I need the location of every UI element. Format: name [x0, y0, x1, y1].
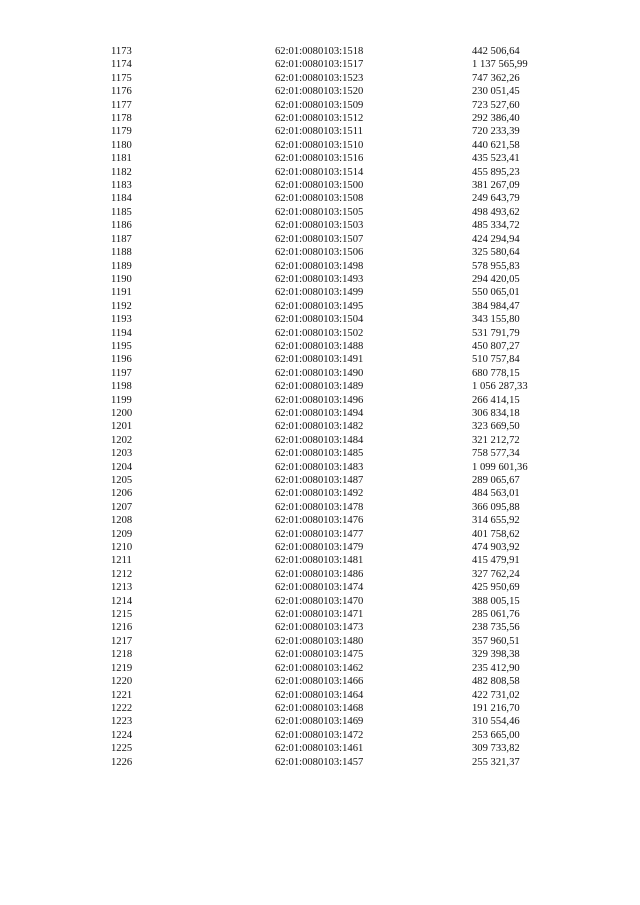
cadastral-number-cell: 62:01:0080103:1470: [275, 595, 364, 607]
cadastral-number-cell: 62:01:0080103:1469: [275, 716, 364, 728]
row-number-cell: 1214: [111, 595, 133, 607]
cadastral-number-cell: 62:01:0080103:1502: [275, 327, 364, 339]
cadastral-value-cell: 384 984,47: [472, 300, 520, 312]
table-row: [0, 192, 640, 205]
cadastral-number-cell: 62:01:0080103:1462: [275, 662, 364, 674]
row-number-cell: 1217: [111, 635, 133, 647]
cadastral-number-cell: 62:01:0080103:1485: [275, 448, 364, 460]
cadastral-number-cell: 62:01:0080103:1478: [275, 501, 364, 513]
cadastral-number-cell: 62:01:0080103:1503: [275, 220, 364, 232]
cadastral-value-cell: 285 061,76: [472, 609, 520, 621]
table-row: [0, 300, 640, 313]
cadastral-value-cell: 474 903,92: [472, 542, 520, 554]
table-row: [0, 233, 640, 246]
cadastral-number-cell: 62:01:0080103:1482: [275, 421, 364, 433]
table-row: [0, 514, 640, 527]
row-number-cell: 1211: [111, 555, 132, 567]
cadastral-value-cell: 388 005,15: [472, 595, 520, 607]
row-number-cell: 1201: [111, 421, 133, 433]
cadastral-number-cell: 62:01:0080103:1477: [275, 528, 364, 540]
table-row: [0, 125, 640, 138]
table-row: [0, 72, 640, 85]
cadastral-number-cell: 62:01:0080103:1471: [275, 609, 364, 621]
cadastral-number-cell: 62:01:0080103:1505: [275, 206, 364, 218]
row-number-cell: 1187: [111, 233, 132, 245]
cadastral-value-cell: 1 137 565,99: [472, 59, 528, 71]
cadastral-number-cell: 62:01:0080103:1473: [275, 622, 364, 634]
cadastral-number-cell: 62:01:0080103:1504: [275, 314, 364, 326]
cadastral-value-cell: 482 808,58: [472, 676, 520, 688]
row-number-cell: 1175: [111, 72, 132, 84]
table-row: [0, 179, 640, 192]
cadastral-value-cell: 323 669,50: [472, 421, 520, 433]
cadastral-value-cell: 1 056 287,33: [472, 381, 528, 393]
table-row: [0, 434, 640, 447]
cadastral-number-cell: 62:01:0080103:1483: [275, 461, 364, 473]
row-number-cell: 1223: [111, 716, 133, 728]
cadastral-number-cell: 62:01:0080103:1498: [275, 260, 364, 272]
cadastral-value-cell: 357 960,51: [472, 635, 520, 647]
row-number-cell: 1186: [111, 220, 132, 232]
cadastral-value-cell: 401 758,62: [472, 528, 520, 540]
cadastral-number-cell: 62:01:0080103:1509: [275, 99, 364, 111]
table-row: [0, 595, 640, 608]
cadastral-number-cell: 62:01:0080103:1476: [275, 515, 364, 527]
cadastral-number-cell: 62:01:0080103:1494: [275, 407, 364, 419]
cadastral-value-cell: 238 735,56: [472, 622, 520, 634]
table-row: [0, 99, 640, 112]
row-number-cell: 1195: [111, 340, 132, 352]
cadastral-value-cell: 485 334,72: [472, 220, 520, 232]
cadastral-value-cell: 442 506,64: [472, 46, 520, 57]
cadastral-number-cell: 62:01:0080103:1461: [275, 743, 364, 755]
row-number-cell: 1225: [111, 743, 133, 755]
table-row: [0, 662, 640, 675]
table-row: [0, 541, 640, 554]
row-number-cell: 1183: [111, 180, 132, 192]
cadastral-value-cell: 309 733,82: [472, 743, 520, 755]
cadastral-number-cell: 62:01:0080103:1457: [275, 756, 364, 768]
cadastral-value-cell: 325 580,64: [472, 247, 520, 259]
table-row: [0, 367, 640, 380]
row-number-cell: 1173: [111, 46, 132, 57]
cadastral-value-cell: 578 955,83: [472, 260, 520, 272]
cadastral-number-cell: 62:01:0080103:1493: [275, 273, 364, 285]
cadastral-number-cell: 62:01:0080103:1516: [275, 153, 364, 165]
table-row: [0, 407, 640, 420]
table-row: [0, 353, 640, 366]
table-row: [0, 273, 640, 286]
table-row: [0, 394, 640, 407]
table-row: [0, 152, 640, 165]
row-number-cell: 1194: [111, 327, 132, 339]
cadastral-value-cell: 424 294,94: [472, 233, 520, 245]
cadastral-number-cell: 62:01:0080103:1489: [275, 381, 364, 393]
table-row: [0, 501, 640, 514]
row-number-cell: 1216: [111, 622, 133, 634]
cadastral-number-cell: 62:01:0080103:1499: [275, 287, 364, 299]
cadastral-value-cell: 498 493,62: [472, 206, 520, 218]
row-number-cell: 1185: [111, 206, 132, 218]
table-row: [0, 648, 640, 661]
table-row: [0, 85, 640, 98]
row-number-cell: 1174: [111, 59, 132, 71]
table-row: [0, 380, 640, 393]
cadastral-number-cell: 62:01:0080103:1472: [275, 729, 364, 741]
cadastral-number-cell: 62:01:0080103:1475: [275, 649, 364, 661]
cadastral-value-cell: 329 398,38: [472, 649, 520, 661]
cadastral-number-cell: 62:01:0080103:1486: [275, 568, 364, 580]
cadastral-value-cell: 455 895,23: [472, 166, 520, 178]
cadastral-number-cell: 62:01:0080103:1510: [275, 139, 364, 151]
cadastral-value-cell: 191 216,70: [472, 702, 520, 714]
table-row: [0, 715, 640, 728]
table-row: [0, 461, 640, 474]
cadastral-value-cell: 235 412,90: [472, 662, 520, 674]
cadastral-number-cell: 62:01:0080103:1507: [275, 233, 364, 245]
row-number-cell: 1198: [111, 381, 132, 393]
row-number-cell: 1226: [111, 756, 133, 768]
cadastral-value-cell: 321 212,72: [472, 434, 520, 446]
cadastral-value-cell: 720 233,39: [472, 126, 520, 138]
cadastral-value-cell: 292 386,40: [472, 113, 520, 125]
table-row: [0, 246, 640, 259]
row-number-cell: 1176: [111, 86, 132, 98]
row-number-cell: 1193: [111, 314, 132, 326]
table-row: [0, 554, 640, 567]
row-number-cell: 1209: [111, 528, 133, 540]
table-row: [0, 166, 640, 179]
table-row: [0, 340, 640, 353]
cadastral-value-cell: 230 051,45: [472, 86, 520, 98]
table-row: [0, 635, 640, 648]
table-row: [0, 568, 640, 581]
cadastral-number-cell: 62:01:0080103:1523: [275, 72, 364, 84]
table-row: [0, 621, 640, 634]
cadastral-value-cell: 314 655,92: [472, 515, 520, 527]
row-number-cell: 1199: [111, 394, 132, 406]
row-number-cell: 1189: [111, 260, 132, 272]
row-number-cell: 1200: [111, 407, 133, 419]
cadastral-number-cell: 62:01:0080103:1520: [275, 86, 364, 98]
cadastral-number-cell: 62:01:0080103:1480: [275, 635, 364, 647]
cadastral-number-cell: 62:01:0080103:1491: [275, 354, 364, 366]
cadastral-number-cell: 62:01:0080103:1479: [275, 542, 364, 554]
row-number-cell: 1220: [111, 676, 133, 688]
cadastral-value-cell: 425 950,69: [472, 582, 520, 594]
cadastral-number-cell: 62:01:0080103:1466: [275, 676, 364, 688]
table-row: [0, 286, 640, 299]
row-number-cell: 1204: [111, 461, 133, 473]
row-number-cell: 1179: [111, 126, 132, 138]
row-number-cell: 1205: [111, 475, 133, 486]
cadastral-number-cell: 62:01:0080103:1474: [275, 582, 364, 594]
row-number-cell: 1222: [111, 702, 133, 714]
cadastral-number-cell: 62:01:0080103:1506: [275, 247, 364, 259]
table-row: [0, 420, 640, 433]
cadastral-value-cell: 343 155,80: [472, 314, 520, 326]
cadastral-number-cell: 62:01:0080103:1512: [275, 113, 364, 125]
row-number-cell: 1192: [111, 300, 132, 312]
cadastral-number-cell: 62:01:0080103:1508: [275, 193, 364, 205]
cadastral-number-cell: 62:01:0080103:1517: [275, 59, 364, 71]
cadastral-value-cell: 306 834,18: [472, 407, 520, 419]
cadastral-number-cell: 62:01:0080103:1518: [275, 46, 364, 57]
row-number-cell: 1178: [111, 113, 132, 125]
cadastral-number-cell: 62:01:0080103:1511: [275, 126, 363, 138]
cadastral-number-cell: 62:01:0080103:1468: [275, 702, 364, 714]
cadastral-value-table: [0, 45, 640, 769]
cadastral-value-cell: 253 665,00: [472, 729, 520, 741]
cadastral-value-cell: 435 523,41: [472, 153, 520, 165]
table-row: [0, 689, 640, 702]
cadastral-number-cell: 62:01:0080103:1464: [275, 689, 364, 701]
table-row: [0, 581, 640, 594]
row-number-cell: 1224: [111, 729, 133, 741]
cadastral-value-cell: 484 563,01: [472, 488, 520, 500]
cadastral-value-cell: 415 479,91: [472, 555, 520, 567]
table-row: [0, 742, 640, 755]
row-number-cell: 1218: [111, 649, 133, 661]
table-row: [0, 474, 640, 487]
row-number-cell: 1221: [111, 689, 133, 701]
table-row: [0, 206, 640, 219]
cadastral-value-cell: 531 791,79: [472, 327, 520, 339]
row-number-cell: 1184: [111, 193, 132, 205]
cadastral-number-cell: 62:01:0080103:1490: [275, 367, 364, 379]
cadastral-value-cell: 289 065,67: [472, 475, 520, 486]
cadastral-number-cell: 62:01:0080103:1484: [275, 434, 364, 446]
row-number-cell: 1206: [111, 488, 133, 500]
row-number-cell: 1191: [111, 287, 132, 299]
cadastral-value-cell: 266 414,15: [472, 394, 520, 406]
table-row: [0, 528, 640, 541]
table-row: [0, 58, 640, 71]
cadastral-value-cell: 327 762,24: [472, 568, 520, 580]
cadastral-number-cell: 62:01:0080103:1514: [275, 166, 364, 178]
row-number-cell: 1182: [111, 166, 132, 178]
row-number-cell: 1181: [111, 153, 132, 165]
table-row: [0, 729, 640, 742]
cadastral-number-cell: 62:01:0080103:1481: [275, 555, 364, 567]
table-row: [0, 313, 640, 326]
cadastral-value-cell: 723 527,60: [472, 99, 520, 111]
table-row: [0, 219, 640, 232]
row-number-cell: 1180: [111, 139, 132, 151]
cadastral-value-cell: 758 577,34: [472, 448, 520, 460]
row-number-cell: 1196: [111, 354, 132, 366]
cadastral-number-cell: 62:01:0080103:1492: [275, 488, 364, 500]
cadastral-value-cell: 510 757,84: [472, 354, 520, 366]
cadastral-value-cell: 366 095,88: [472, 501, 520, 513]
cadastral-value-cell: 310 554,46: [472, 716, 520, 728]
row-number-cell: 1207: [111, 501, 133, 513]
row-number-cell: 1210: [111, 542, 133, 554]
table-row: [0, 702, 640, 715]
row-number-cell: 1188: [111, 247, 132, 259]
table-row: [0, 756, 640, 769]
cadastral-value-cell: 381 267,09: [472, 180, 520, 192]
cadastral-value-cell: 294 420,05: [472, 273, 520, 285]
table-row: [0, 260, 640, 273]
table-row: [0, 327, 640, 340]
cadastral-value-cell: 747 362,26: [472, 72, 520, 84]
row-number-cell: 1215: [111, 609, 133, 621]
row-number-cell: 1212: [111, 568, 133, 580]
row-number-cell: 1208: [111, 515, 133, 527]
table-row: [0, 112, 640, 125]
table-row: [0, 45, 640, 58]
row-number-cell: 1197: [111, 367, 132, 379]
table-row: [0, 675, 640, 688]
row-number-cell: 1190: [111, 273, 132, 285]
row-number-cell: 1202: [111, 434, 133, 446]
table-row: [0, 447, 640, 460]
row-number-cell: 1203: [111, 448, 133, 460]
cadastral-number-cell: 62:01:0080103:1500: [275, 180, 364, 192]
table-row: [0, 608, 640, 621]
row-number-cell: 1177: [111, 99, 132, 111]
cadastral-value-cell: 550 065,01: [472, 287, 520, 299]
cadastral-value-cell: 450 807,27: [472, 340, 520, 352]
cadastral-number-cell: 62:01:0080103:1495: [275, 300, 364, 312]
cadastral-value-cell: 249 643,79: [472, 193, 520, 205]
cadastral-number-cell: 62:01:0080103:1487: [275, 475, 364, 486]
cadastral-number-cell: 62:01:0080103:1488: [275, 340, 364, 352]
row-number-cell: 1213: [111, 582, 133, 594]
cadastral-number-cell: 62:01:0080103:1496: [275, 394, 364, 406]
cadastral-value-cell: 1 099 601,36: [472, 461, 528, 473]
cadastral-value-cell: 422 731,02: [472, 689, 520, 701]
table-row: [0, 487, 640, 500]
cadastral-value-cell: 255 321,37: [472, 756, 520, 768]
cadastral-value-cell: 680 778,15: [472, 367, 520, 379]
cadastral-value-cell: 440 621,58: [472, 139, 520, 151]
table-row: [0, 139, 640, 152]
row-number-cell: 1219: [111, 662, 133, 674]
